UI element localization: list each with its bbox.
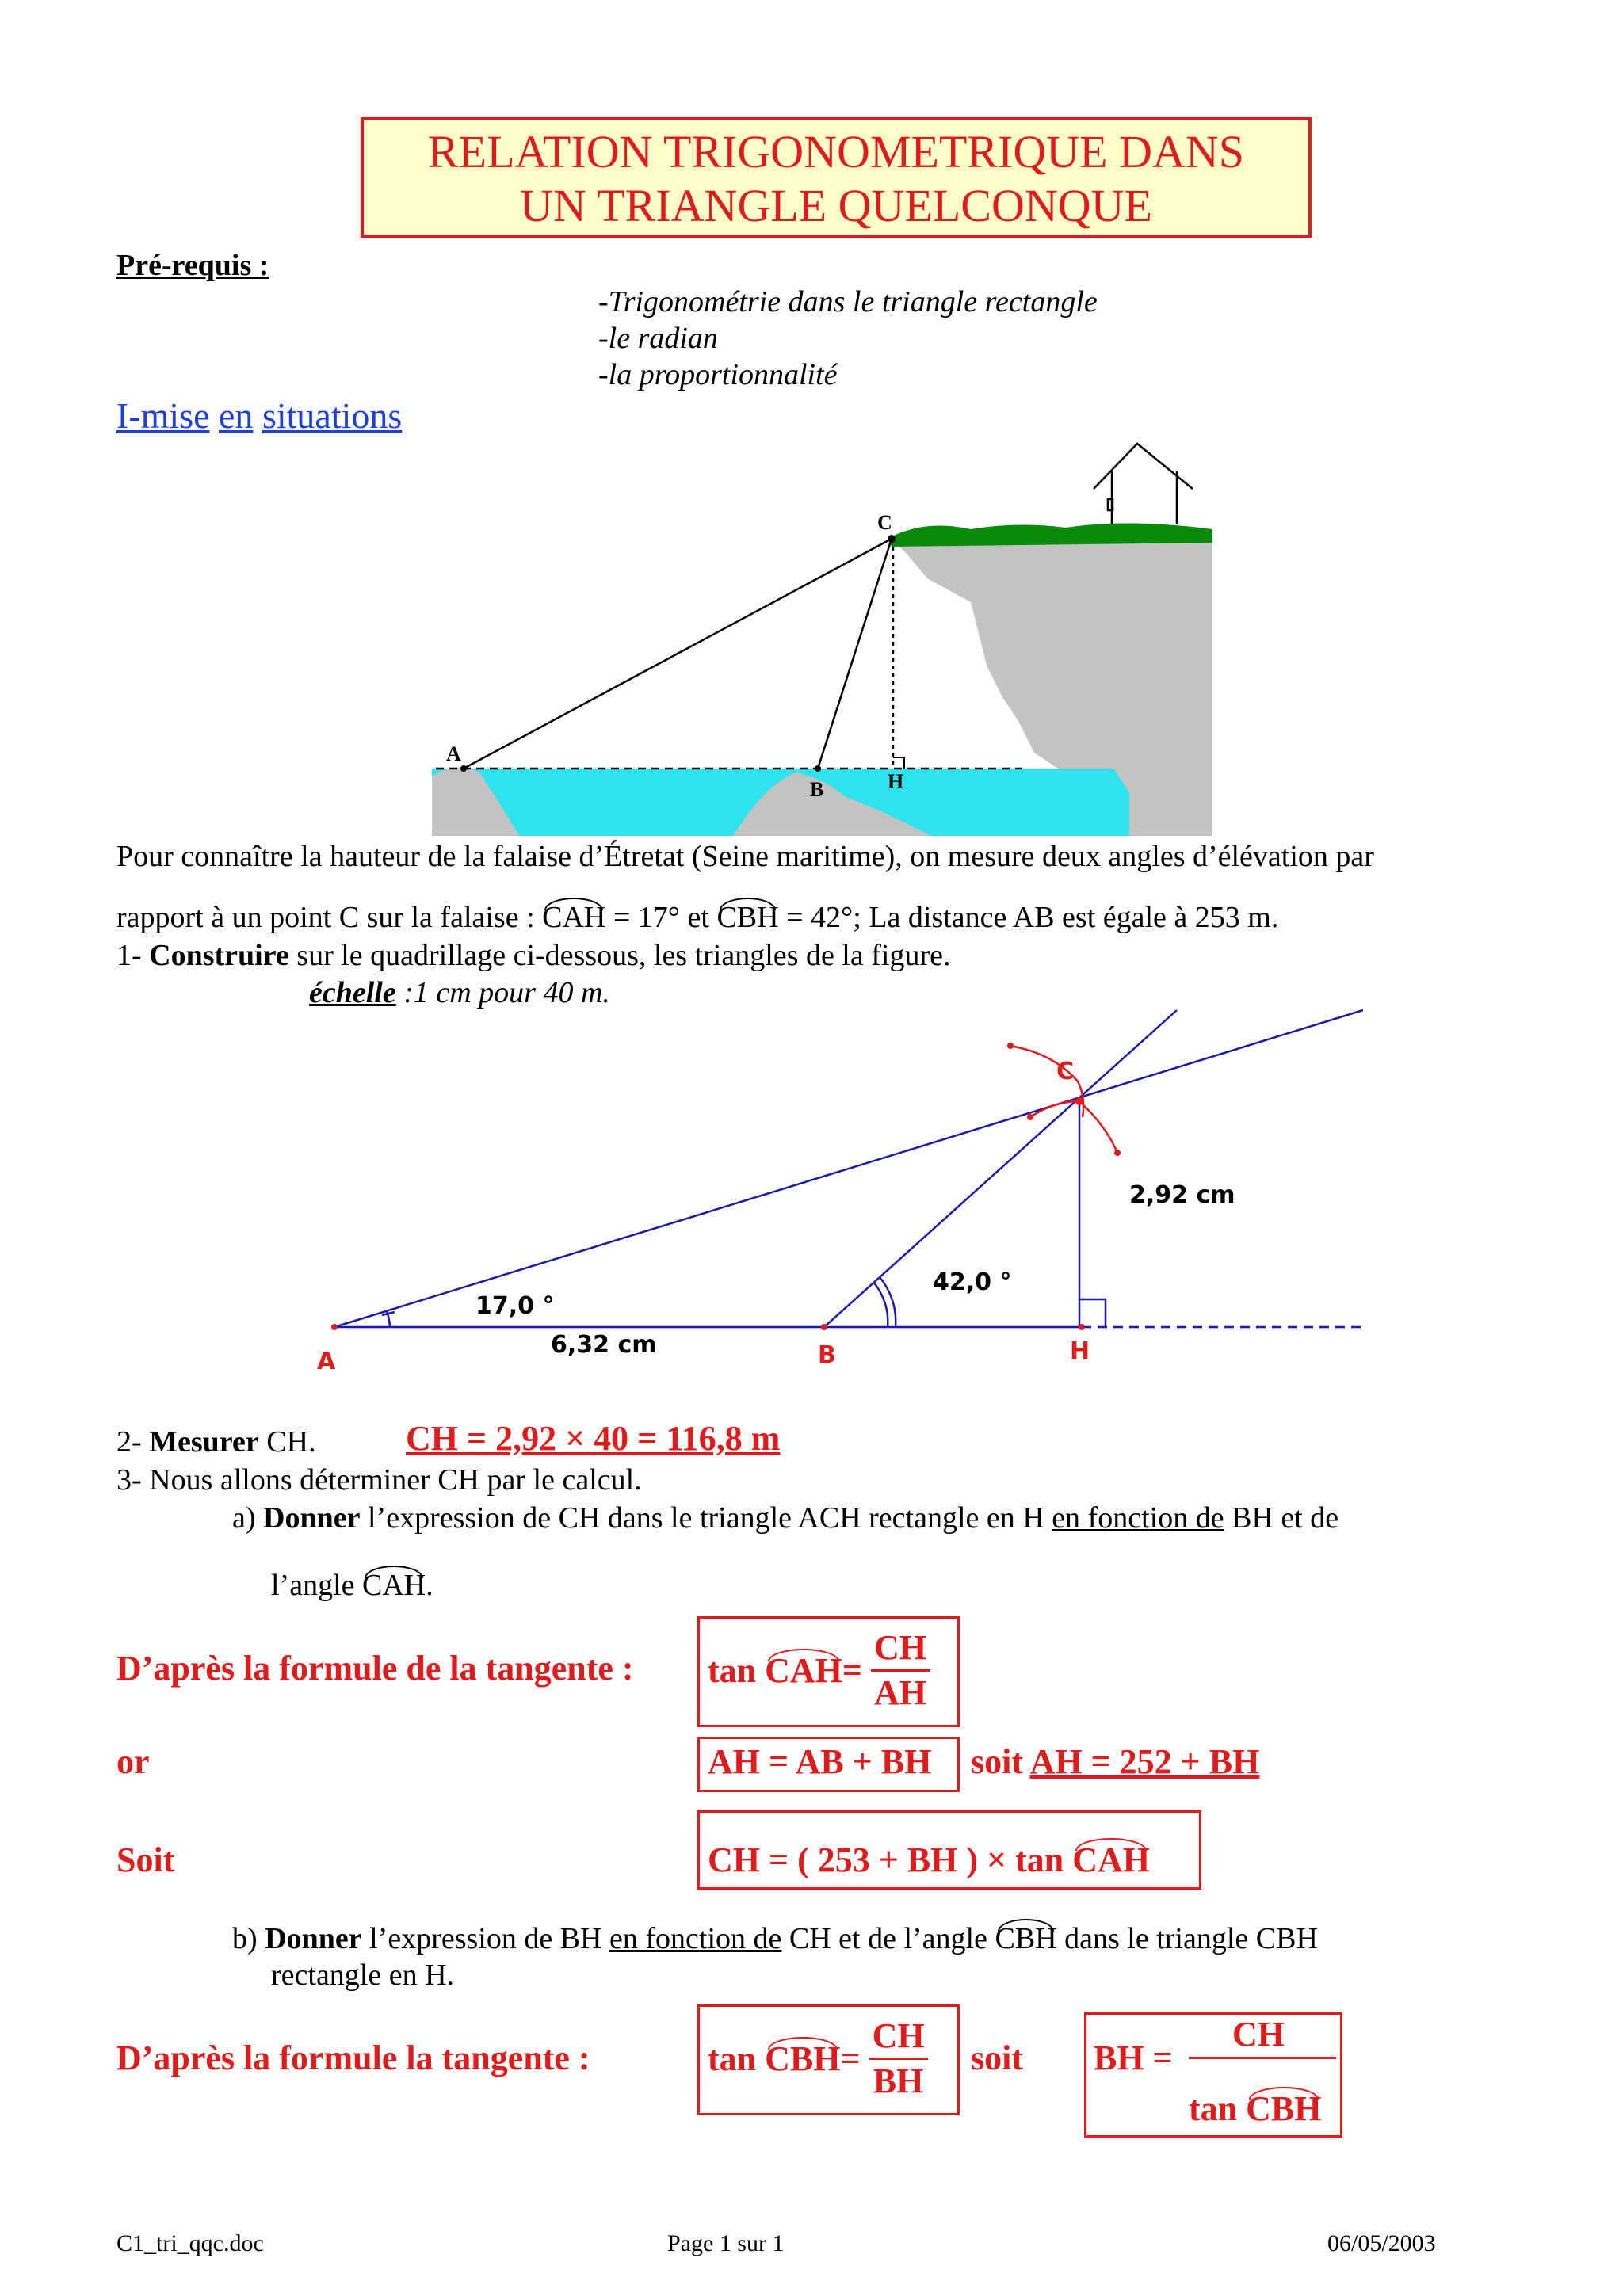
fig1-label-A: A — [446, 742, 461, 765]
fig2-label-C: C — [1056, 1058, 1075, 1085]
question-3a — [232, 1500, 1338, 1536]
qb-t2: CH et de l’angle — [781, 1922, 995, 1955]
r1-num: CH — [871, 1627, 930, 1672]
fig1-label-C: C — [877, 511, 892, 534]
r4-bh-fraction-bar — [1189, 2057, 1336, 2059]
section-word-1: I-mise — [116, 395, 210, 436]
line-AC — [464, 539, 892, 769]
q3a-label: a) — [232, 1501, 264, 1535]
title-line2: UN TRIANGLE QUELCONQUE — [520, 180, 1152, 231]
r1-eq: = — [842, 1650, 862, 1690]
title-line1: RELATION TRIGONOMETRIQUE DANS — [428, 126, 1244, 177]
qb-t1: l’expression de BH — [361, 1922, 609, 1955]
right-angle-H — [893, 757, 904, 769]
r2-label: or — [116, 1742, 150, 1781]
prereq-item-3: -la proportionnalité — [598, 358, 838, 391]
question-2 — [116, 1424, 316, 1460]
r2-tail — [971, 1741, 1259, 1782]
qb-angle: CBH — [995, 1922, 1057, 1955]
house-icon — [1094, 444, 1193, 524]
fig1-label-B: B — [810, 778, 824, 801]
answer-CH: CH = 2,92 × 40 = 116,8 m — [406, 1419, 781, 1458]
intro-eq1: = 17° et — [605, 901, 717, 934]
fig1-label-H: H — [888, 770, 904, 793]
line-AC-extended — [334, 1010, 1363, 1327]
question-3b — [232, 1920, 1318, 1957]
angle-CBH: CBH — [716, 901, 779, 934]
section-word-2: en — [219, 395, 254, 436]
r1-angle: CAH — [765, 1650, 842, 1690]
r1-formula — [708, 1620, 930, 1720]
fig2-label-H: H — [1070, 1337, 1090, 1365]
q3a-verb: Donner — [263, 1501, 361, 1535]
intro-line2-post: = 42°; La distance AB est égale à 253 m. — [778, 901, 1279, 934]
r3-angle: CAH — [1072, 1840, 1150, 1879]
r4-bh: BH = — [1094, 2039, 1173, 2077]
q3a-line2-pre: l’angle — [271, 1569, 363, 1602]
footer-page: Page 1 sur 1 — [667, 2230, 785, 2256]
right-angle-H — [1079, 1299, 1106, 1327]
measure-CH: 2,92 cm — [1129, 1181, 1235, 1209]
r2-soit: soit — [971, 1742, 1030, 1781]
scale-text: :1 cm pour 40 m. — [395, 976, 610, 1009]
grass — [888, 523, 1212, 547]
qb-t3: dans le triangle CBH — [1056, 1922, 1318, 1955]
q3a-link: en fonction de — [1052, 1501, 1224, 1535]
q2-text: CH. — [258, 1425, 316, 1459]
r4-bh-den — [1189, 2088, 1321, 2129]
intro-line-2 — [116, 899, 1278, 936]
r4-bh-den-angle: CBH — [1246, 2089, 1322, 2128]
angle-arc-B1 — [873, 1282, 888, 1327]
q3a-angle: CAH — [362, 1569, 426, 1602]
question-3b-line2: rectangle en H. — [271, 1958, 455, 1992]
intro-line2-pre: rapport à un point C sur la falaise : — [116, 901, 543, 934]
footer-date: 06/05/2003 — [1327, 2230, 1436, 2256]
q3a-text1: l’expression de CH dans le triangle ACH rectangle en H — [360, 1501, 1052, 1535]
r4-label: D’après la formule la tangente : — [116, 2039, 590, 2077]
r4-tan: tan — [708, 2039, 757, 2078]
r3-formula — [708, 1840, 1150, 1880]
q3a-line2-post: . — [426, 1569, 433, 1602]
r4-eq: = — [840, 2039, 861, 2078]
intro-line-1: Pour connaître la hauteur de la falaise d’Étretat (Seine maritime), on mesure deux angles d’élévation par — [116, 840, 1374, 873]
q2-num: 2- — [116, 1425, 150, 1459]
r4-bh-den-tan: tan — [1189, 2089, 1247, 2128]
section-word-3: situations — [262, 395, 403, 436]
measure-angle-B: 42,0 ° — [933, 1268, 1012, 1296]
section-heading — [116, 395, 402, 437]
prereq-item-1: -Trigonométrie dans le triangle rectangle — [598, 285, 1098, 318]
question-3: 3- Nous allons déterminer CH par le calcul. — [116, 1463, 642, 1497]
r2-underlined: AH = 252 + BH — [1029, 1742, 1260, 1781]
r4-den: BH — [873, 2061, 924, 2100]
q3a-text2: BH et de — [1224, 1501, 1339, 1535]
question-1 — [116, 937, 950, 974]
r3-label: Soit — [116, 1840, 175, 1879]
q1-text: sur le quadrillage ci-dessous, les triangles de la figure. — [288, 939, 951, 972]
r4-num: CH — [869, 2015, 928, 2060]
r3-pre: CH = ( 253 + BH ) × tan — [708, 1840, 1073, 1879]
measure-angle-A: 17,0 ° — [475, 1292, 555, 1320]
q1-num: 1- — [116, 939, 150, 972]
cliff-figure — [432, 436, 1212, 836]
fig2-label-A: A — [317, 1348, 336, 1375]
question-3a-line2 — [271, 1567, 433, 1604]
r4-bh-num: CH — [1232, 2015, 1285, 2054]
measure-AB: 6,32 cm — [551, 1331, 657, 1359]
r4-fraction — [869, 2015, 928, 2103]
footer-filename: C1_tri_qqc.doc — [116, 2230, 264, 2256]
title-box — [361, 117, 1312, 238]
r4-formula — [708, 2008, 928, 2108]
r4-angle: CBH — [765, 2039, 841, 2078]
qb-link: en fonction de — [609, 1922, 782, 1955]
q2-verb: Mesurer — [149, 1425, 259, 1459]
q1-verb: Construire — [149, 939, 289, 972]
qb-label: b) — [232, 1922, 265, 1955]
qb-verb: Donner — [265, 1922, 362, 1955]
r1-fraction — [871, 1627, 930, 1714]
r4-soit: soit — [971, 2039, 1023, 2077]
construction-figure — [254, 998, 1379, 1379]
r2-box-text: AH = AB + BH — [708, 1742, 932, 1781]
scale-label: échelle — [309, 976, 396, 1009]
angle-CAH: CAH — [542, 901, 606, 934]
r1-tan: tan — [708, 1650, 757, 1690]
r1-den: AH — [873, 1672, 926, 1712]
r1-label: D’après la formule de la tangente : — [116, 1649, 634, 1688]
fig2-label-B: B — [818, 1341, 836, 1369]
prereq-item-2: -le radian — [598, 322, 718, 355]
prereq-heading: Pré-requis : — [116, 249, 269, 282]
